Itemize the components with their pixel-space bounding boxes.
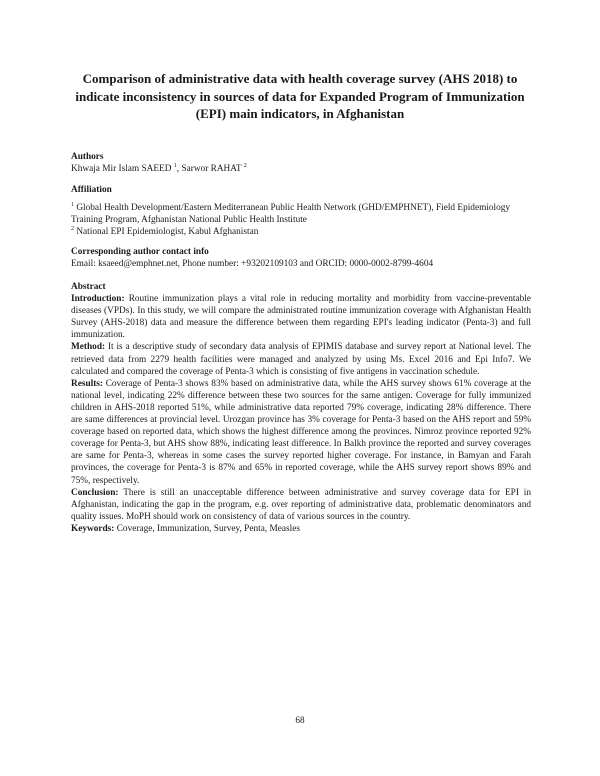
contact-text: Email: ksaeed@emphnet.net, Phone number: +93202109103 and ORCID: 0000-0002-8799-4604 xyxy=(71,259,434,270)
conclusion-paragraph xyxy=(71,487,531,523)
introduction-text: Routine immunization plays a vital role in reducing mortality and morbidity from vaccine-preventable diseases (VPDs). In this study, we will compare the administrated routine immunization coverage with Afghanistan Health Survey (AHS-2018) data and measure the difference between them regarding EPI's leading indicator (Penta-3) and full immunization. xyxy=(71,294,531,341)
method-label: Method: xyxy=(71,342,106,353)
method-text: It is a descriptive study of secondary data analysis of EPIMIS database and survey report at National level. The retrieved data from 2279 health facilities were managed and analyzed by using Ms. Excel 2016 and Epi Info7. We calculated and compared the coverage of Penta-3 which is consisting of five antigens in vaccination schedule. xyxy=(71,342,531,377)
results-label: Results: xyxy=(71,378,104,389)
author-separator: , xyxy=(176,164,182,175)
affiliation-heading: Affiliation xyxy=(71,185,112,195)
page-number: 68 xyxy=(295,716,305,726)
paper-title: Comparison of administrative data with health coverage survey (AHS 2018) to indicate inconsistency in sources of data for Expanded Program of Immunization (EPI) main indicators, in Afghanistan xyxy=(75,71,525,121)
abstract-section xyxy=(71,281,531,535)
abstract-heading: Abstract xyxy=(71,282,106,292)
affiliation-section xyxy=(71,184,531,238)
affiliation-text: National EPI Epidemiologist, Kabul Afghanistan xyxy=(76,227,259,238)
affiliation-marker: 2 xyxy=(71,226,74,233)
affiliation-text: Global Health Development/Eastern Mediterranean Public Health Network (GHD/EMPHNET), Field Epidemiology Training Program, Afghanistan National Public Health Institute xyxy=(71,203,511,226)
author-affiliation-marker: 1 xyxy=(173,163,177,169)
keywords-paragraph xyxy=(71,523,531,535)
affiliation-marker: 1 xyxy=(71,202,74,208)
keywords-text: Coverage, Immunization, Survey, Penta, Measles xyxy=(116,523,300,534)
affiliation-item xyxy=(71,202,531,226)
keywords-label: Keywords: xyxy=(71,523,115,534)
conclusion-label: Conclusion: xyxy=(71,487,119,498)
authors-heading: Authors xyxy=(71,152,104,162)
authors-section xyxy=(71,151,531,175)
introduction-label: Introduction: xyxy=(71,294,125,305)
results-text: Coverage of Penta-3 shows 83% based on administrative data, while the AHS survey shows 61% coverage at the national level, indicating 22% difference between these two sources for the same antigen. Coverage for fully immunized children in AHS-2018 reported 51%, while administrative data reported 79% coverage, indicating 28% difference. There are same differences at provincial level. Urozgan province has 3% coverage for Penta-3 based on the AHS report and 59% coverage based on reported data, which shows the highest difference among the provinces. Nimroz province reported 92% coverage for Penta-3, but AHS show 88%, indicating least difference. In Balkh province the reported and survey coverages are same for Penta-3, whereas in some cases the survey reported higher coverage. For instance, in Bamyan and Farah provinces, the coverage for Penta-3 is 87% and 65% in reported coverage, while the AHS survey report shows 89% and 75%, respectively. xyxy=(71,378,531,486)
author-name: Sarwor RAHAT xyxy=(181,164,242,175)
author-name: Khwaja Mir Islam SAEED xyxy=(71,164,172,175)
method-paragraph xyxy=(71,341,531,377)
conclusion-text: There is still an unacceptable difference between administrative and survey coverage data for EPI in Afghanistan, indicating the gap in the program, e.g. over reporting of administrative data, problematic denominators and quality issues. MoPH should work on consistency of data of various sources in the country. xyxy=(71,487,531,522)
results-paragraph xyxy=(71,378,531,487)
author-affiliation-marker: 2 xyxy=(243,163,247,169)
contact-section xyxy=(71,246,531,270)
introduction-paragraph xyxy=(71,293,531,341)
authors-line xyxy=(71,163,531,175)
affiliation-item xyxy=(71,226,531,238)
contact-heading: Corresponding author contact info xyxy=(71,247,209,257)
